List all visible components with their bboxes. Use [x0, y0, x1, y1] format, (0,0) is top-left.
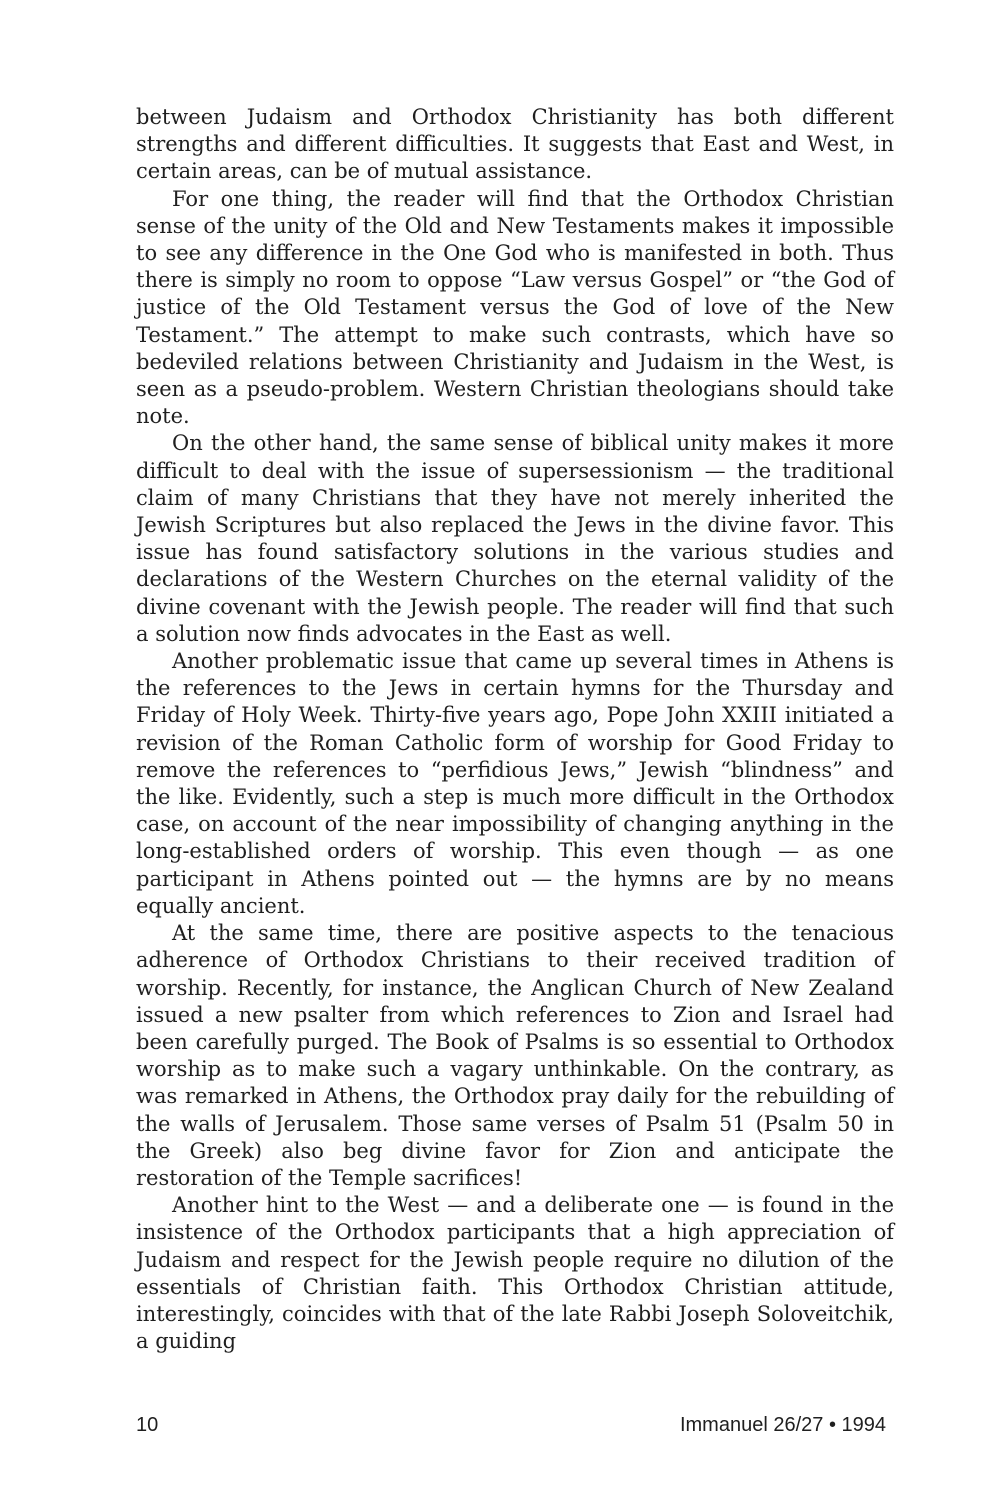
running-footer: Immanuel 26/27 • 1994	[679, 1414, 886, 1436]
paragraph: For one thing, the reader will find that the Orthodox Christian sense of the unity of the Old and New Testaments makes it impossible to see any difference in the One God who is manifested in both. Thus there is simply no room to oppose “Law versus Gospel” or “the God of justice of the Old Testament versus the God of love of the New Testament.” The attempt to make such contrasts, which have so bedeviled relations between Christianity and Judaism in the West, is seen as a pseudo-problem. Western Christian theologians should take note.	[136, 186, 894, 429]
paragraph-continued: between Judaism and Orthodox Christianity has both different strengths and different difficulties. It suggests that East and West, in certain areas, can be of mutual assistance.	[136, 105, 894, 184]
paragraph: Another problematic issue that came up several times in Athens is the references to the Jews in certain hymns for the Thursday and Friday of Holy Week. Thirty-five years ago, Pope John XXIII initiated a revision of the Roman Catholic form of worship for Good Friday to remove the references to “perfidious Jews,” Jewish “blindness” and the like. Evidently, such a step is much more difficult in the Orthodox case, on account of the near impossibility of changing anything in the long-established orders of worship. This even though — as one participant in Athens pointed out — the hymns are by no means equally ancient.	[136, 649, 894, 918]
paragraph: Another hint to the West — and a deliberate one — is found in the insistence of the Orthodox participants that a high appreciation of Judaism and respect for the Jewish people require no dilution of the essentials of Christian faith. This Orthodox Christian attitude, interestingly, coincides with that of the late Rabbi Joseph Soloveitchik, a guiding	[136, 1193, 894, 1354]
paragraph: On the other hand, the same sense of biblical unity makes it more difficult to deal with the issue of supersessionism — the traditional claim of many Christians that they have not merely inherited the Jewish Scriptures but also replaced the Jews in the divine favor. This issue has found satisfactory solutions in the various studies and declarations of the Western Churches on the eternal validity of the divine covenant with the Jewish people. The reader will find that such a solution now finds advocates in the East as well.	[136, 431, 894, 646]
page-number: 10	[136, 1414, 159, 1436]
paragraph: At the same time, there are positive aspects to the tenacious adherence of Orthodox Christians to their received tradition of worship. Recently, for instance, the Anglican Church of New Zealand issued a new psalter from which references to Zion and Israel had been carefully purged. The Book of Psalms is so essential to Orthodox worship as to make such a vagary unthinkable. On the contrary, as was remarked in Athens, the Orthodox pray daily for the rebuilding of the walls of Jerusalem. Those same verses of Psalm 51 (Psalm 50 in the Greek) also beg divine favor for Zion and anticipate the restoration of the Temple sacrifices!	[136, 921, 894, 1190]
body-text	[136, 104, 894, 1355]
